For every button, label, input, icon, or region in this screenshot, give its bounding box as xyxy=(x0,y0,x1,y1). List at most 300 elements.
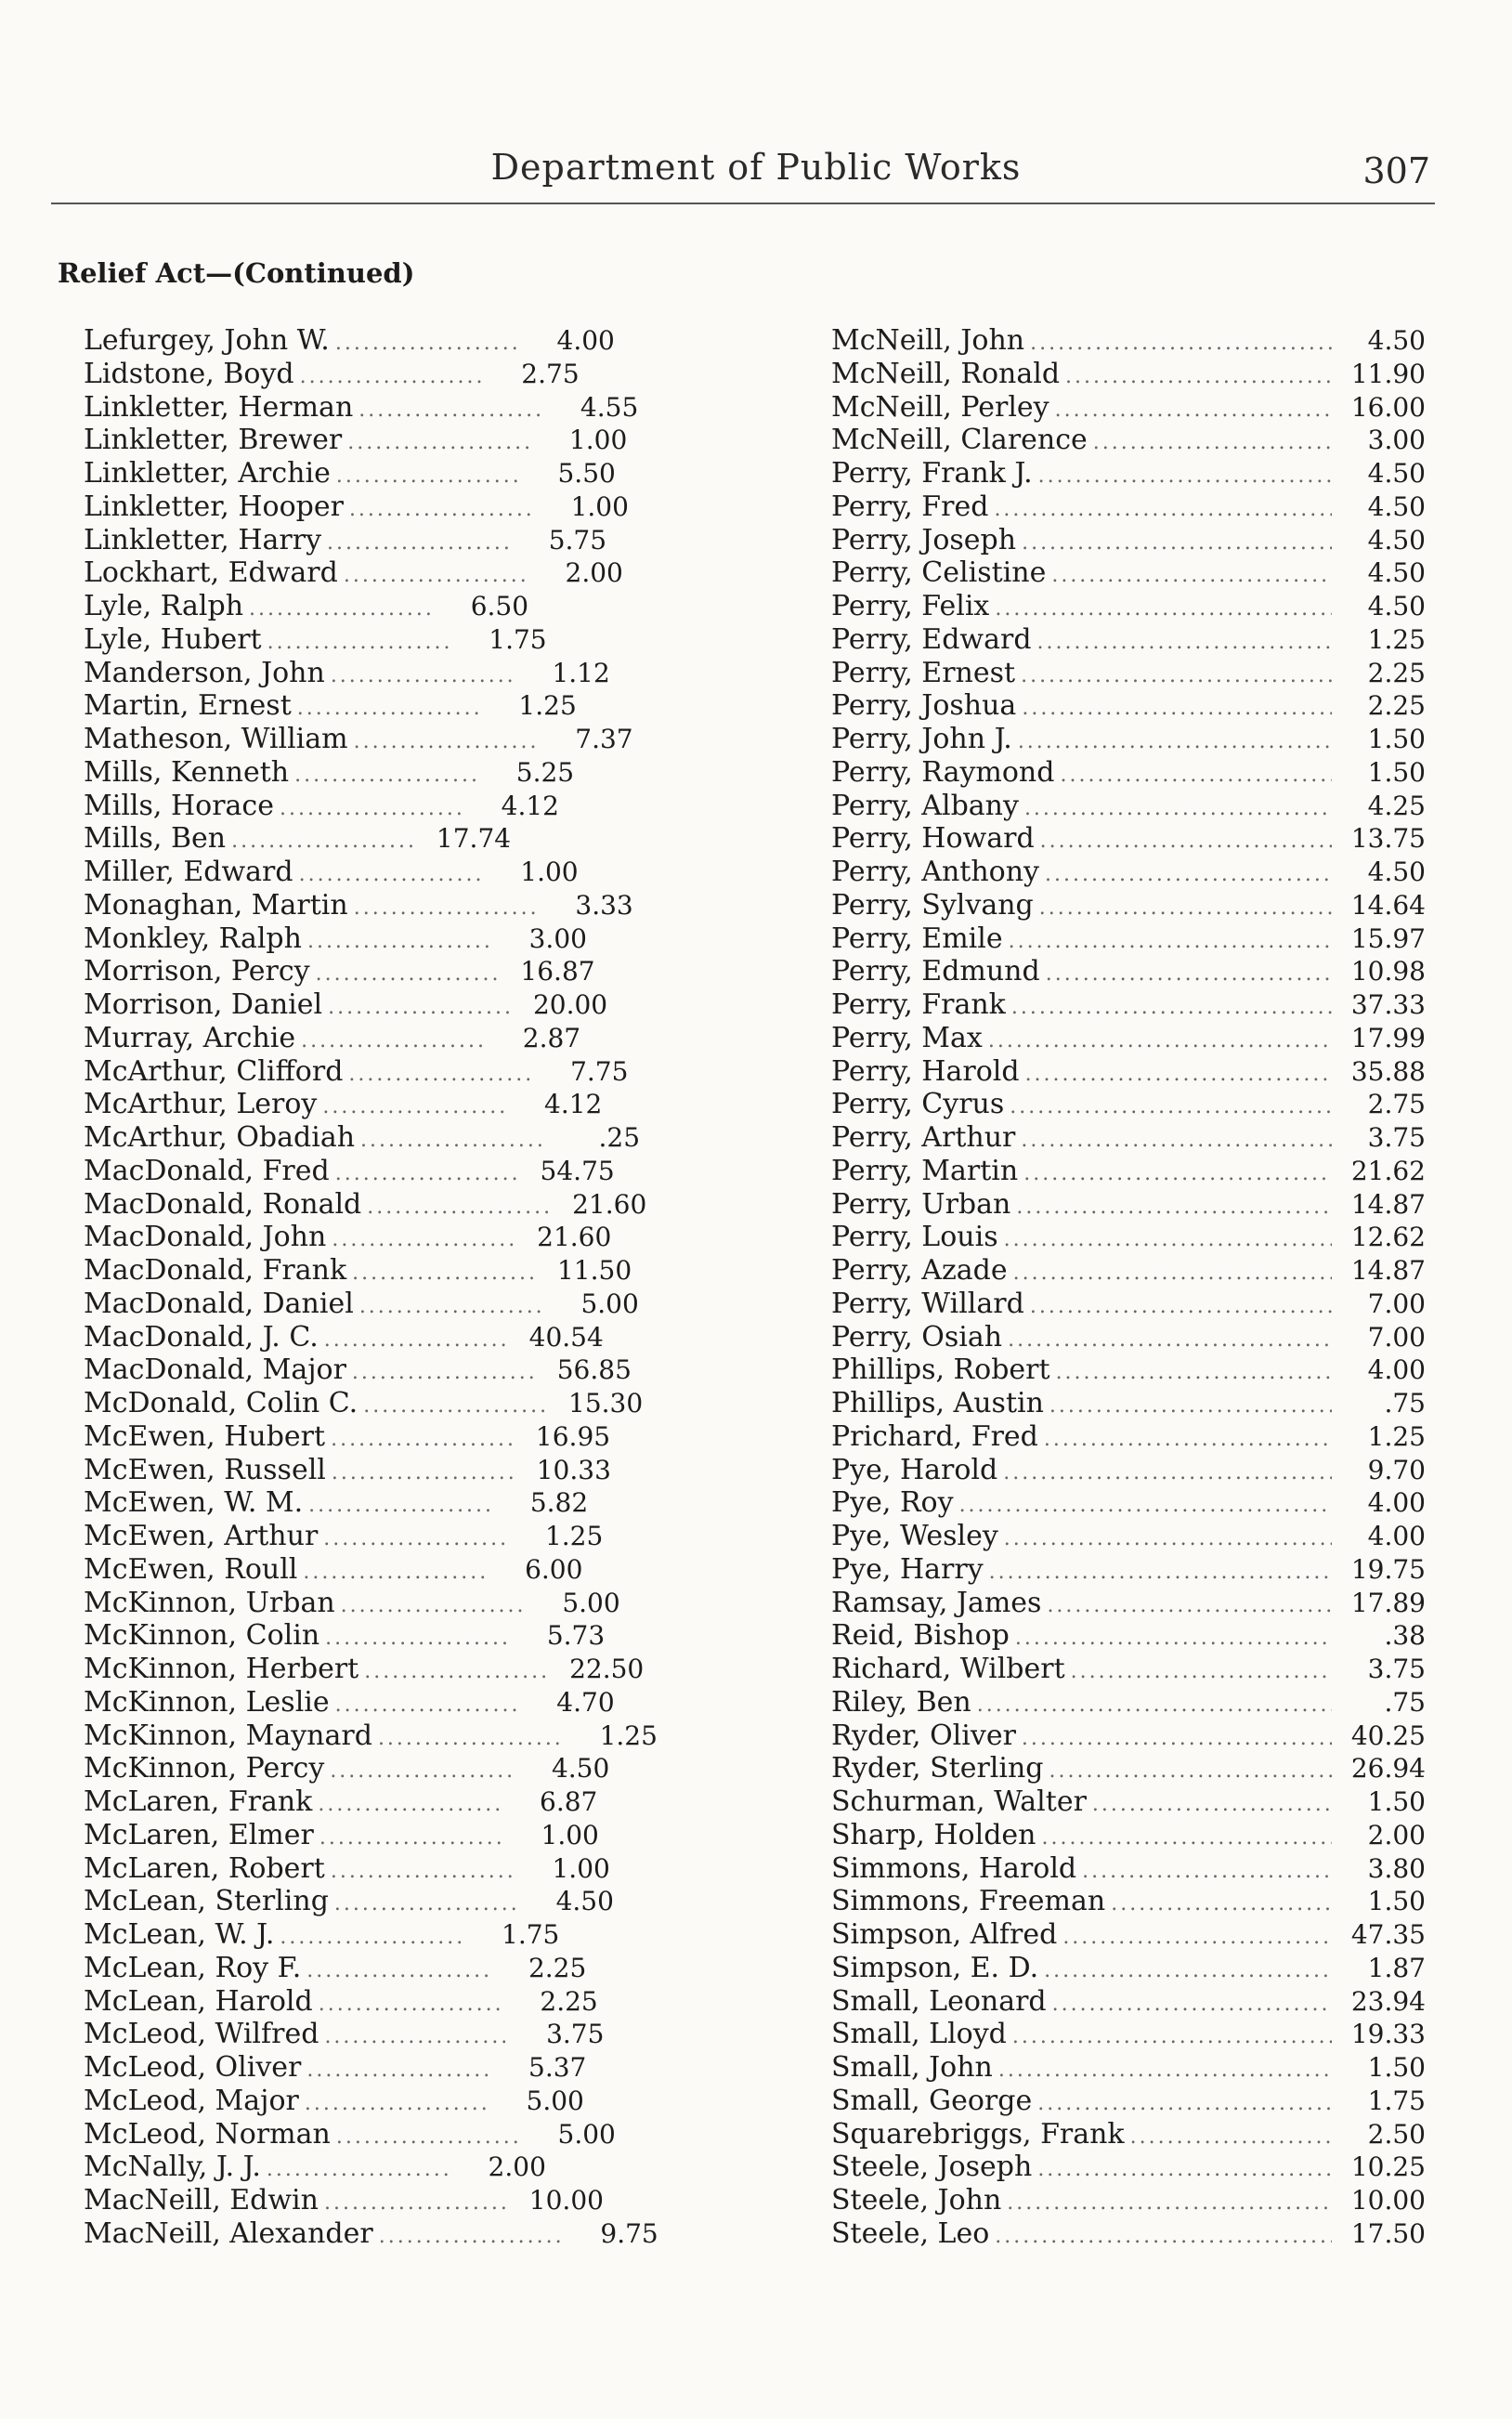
list-item xyxy=(831,889,1426,922)
payment-amount: 2.25 xyxy=(528,1952,587,1983)
payment-amount: 3.75 xyxy=(546,2019,605,2050)
payment-amount: 14.87 xyxy=(1350,1188,1426,1220)
payment-amount: 1.75 xyxy=(489,623,547,655)
payment-amount: 10.33 xyxy=(536,1454,611,1485)
payee-name: Pye, Wesley xyxy=(831,1520,998,1552)
list-item xyxy=(84,1155,678,1188)
payment-amount: 1.75 xyxy=(1367,2085,1426,2116)
dot-leader xyxy=(336,460,522,493)
payee-name: Mills, Kenneth xyxy=(84,755,290,789)
payment-amount: 1.25 xyxy=(1367,1420,1426,1452)
payment-amount: 10.00 xyxy=(1350,2185,1426,2216)
payee-name: Sharp, Holden xyxy=(831,1818,1036,1851)
payee-name: Perry, Anthony xyxy=(831,856,1040,888)
payment-amount: 6.00 xyxy=(525,1553,583,1585)
payee-name: Small, George xyxy=(831,2084,1033,2117)
payment-amount: 2.00 xyxy=(1367,1819,1426,1850)
payment-amount: 21.60 xyxy=(537,1222,612,1253)
payment-amount: 5.37 xyxy=(528,2052,587,2083)
payment-amount: 5.00 xyxy=(526,2085,584,2116)
dot-leader xyxy=(301,1025,487,1058)
list-item xyxy=(831,689,1426,723)
list-item xyxy=(831,657,1426,690)
dot-leader xyxy=(1039,892,1332,925)
payee-name: Pye, Harold xyxy=(831,1453,998,1486)
payee-name: McLeod, Major xyxy=(84,2084,299,2117)
list-item xyxy=(84,1387,678,1420)
dot-leader xyxy=(331,660,516,693)
payee-name: Monkley, Ralph xyxy=(84,922,302,955)
dot-leader xyxy=(300,360,486,394)
dot-leader xyxy=(297,692,483,726)
payment-amount: .75 xyxy=(1384,1388,1426,1419)
list-item xyxy=(831,1686,1426,1719)
dot-leader xyxy=(364,1655,550,1689)
list-item xyxy=(831,2118,1426,2151)
list-item xyxy=(831,358,1426,391)
payee-name: Perry, Celistine xyxy=(831,556,1047,590)
payment-amount: 16.00 xyxy=(1350,391,1426,423)
dot-leader xyxy=(1052,1988,1332,2021)
dot-leader xyxy=(1044,1955,1332,1988)
list-item xyxy=(84,1221,678,1254)
list-item xyxy=(831,1985,1426,2019)
payee-name: McNeill, Ronald xyxy=(831,357,1061,390)
payee-name: MacDonald, Fred xyxy=(84,1154,330,1187)
dot-leader xyxy=(332,1457,517,1490)
list-item xyxy=(84,1653,678,1686)
list-item xyxy=(84,657,678,690)
list-item xyxy=(84,955,678,988)
list-item xyxy=(84,556,678,590)
payment-amount: 6.50 xyxy=(470,591,529,621)
list-item xyxy=(84,1420,678,1454)
dot-leader xyxy=(959,1489,1332,1523)
payment-amount: 4.55 xyxy=(580,391,639,423)
payee-name: Perry, Azade xyxy=(831,1254,1008,1287)
payment-amount: 6.87 xyxy=(540,1786,598,1817)
list-item xyxy=(84,1587,678,1620)
dot-leader xyxy=(306,2054,492,2087)
payee-name: Small, John xyxy=(831,2051,993,2084)
payee-name: Perry, Ernest xyxy=(831,656,1016,689)
payee-name: Perry, Max xyxy=(831,1021,983,1054)
dot-leader xyxy=(1021,1124,1332,1157)
payment-amount: 11.90 xyxy=(1350,358,1426,389)
list-item xyxy=(84,1121,678,1155)
payee-name: Perry, Martin xyxy=(831,1154,1019,1187)
list-item xyxy=(831,756,1426,790)
dot-leader xyxy=(1023,1157,1332,1191)
payment-amount: 5.50 xyxy=(557,458,616,489)
payment-amount: 3.00 xyxy=(528,922,587,954)
payee-name: Perry, Urban xyxy=(831,1187,1011,1221)
payee-name: Perry, Edmund xyxy=(831,955,1040,988)
payee-name: Pye, Roy xyxy=(831,1486,954,1520)
payee-name: Simmons, Freeman xyxy=(831,1885,1106,1918)
dot-leader xyxy=(305,2087,490,2121)
payment-amount: 56.85 xyxy=(556,1354,632,1386)
list-item xyxy=(84,1520,678,1553)
section-heading: Relief Act—(Continued) xyxy=(58,257,415,289)
dot-leader xyxy=(335,1157,521,1191)
payee-name: Perry, Edward xyxy=(831,622,1032,656)
list-item xyxy=(831,1188,1426,1222)
list-item xyxy=(831,1918,1426,1952)
payee-name: McLaren, Elmer xyxy=(84,1818,314,1851)
payee-name: Linkletter, Harry xyxy=(84,523,322,556)
payee-name: Perry, Howard xyxy=(831,822,1035,856)
list-item xyxy=(84,1852,678,1886)
payee-name: Perry, Louis xyxy=(831,1221,998,1254)
payee-name: Linkletter, Brewer xyxy=(84,424,343,457)
dot-leader xyxy=(1011,991,1332,1025)
list-item xyxy=(831,1420,1426,1454)
list-item xyxy=(831,1619,1426,1653)
payment-amount: 4.50 xyxy=(551,1753,610,1785)
payment-amount: .38 xyxy=(1384,1620,1426,1652)
dot-leader xyxy=(1037,2153,1332,2187)
payment-amount: 4.12 xyxy=(544,1089,603,1120)
dot-leader xyxy=(327,527,513,560)
payment-amount: 12.62 xyxy=(1350,1222,1426,1253)
dot-leader xyxy=(330,1755,515,1788)
dot-leader xyxy=(989,1556,1332,1589)
list-item xyxy=(831,1885,1426,1918)
payee-name: Prichard, Fred xyxy=(831,1419,1038,1453)
payment-amount: 1.12 xyxy=(552,657,610,688)
payment-amount: .25 xyxy=(598,1122,641,1153)
payment-amount: 7.37 xyxy=(575,724,633,754)
list-item xyxy=(831,457,1426,490)
list-item xyxy=(84,1619,678,1653)
dot-leader xyxy=(988,1025,1332,1058)
payment-amount: 26.94 xyxy=(1350,1753,1426,1785)
dot-leader xyxy=(307,925,493,959)
dot-leader xyxy=(349,493,535,527)
dot-leader xyxy=(1004,1223,1332,1257)
payment-amount: 2.00 xyxy=(565,557,623,589)
payee-name: Small, Leonard xyxy=(831,1984,1047,2018)
payee-name: McLean, Harold xyxy=(84,1984,313,2018)
payment-amount: 10.25 xyxy=(1350,2151,1426,2183)
list-item xyxy=(831,1486,1426,1520)
payment-amount: 4.50 xyxy=(1367,524,1426,556)
payment-amount: 22.50 xyxy=(569,1654,645,1684)
list-item xyxy=(84,391,678,425)
payment-amount: 4.70 xyxy=(556,1686,615,1718)
dot-leader xyxy=(1062,1921,1332,1955)
payee-name: Perry, Harold xyxy=(831,1054,1020,1088)
dot-leader xyxy=(354,726,540,759)
list-item xyxy=(84,1022,678,1055)
dot-leader xyxy=(1015,1622,1332,1655)
payment-amount: 5.00 xyxy=(580,1288,639,1319)
dot-leader xyxy=(335,1689,521,1722)
payment-amount: 10.98 xyxy=(1350,956,1426,987)
list-item xyxy=(831,1653,1426,1686)
payee-name: Simpson, E. D. xyxy=(831,1951,1039,1984)
list-item xyxy=(84,889,678,922)
payee-name: MacDonald, Frank xyxy=(84,1254,347,1287)
payment-amount: 17.89 xyxy=(1350,1587,1426,1618)
dot-leader xyxy=(231,825,417,858)
list-item xyxy=(84,424,678,457)
payee-name: Linkletter, Herman xyxy=(84,390,354,424)
list-item xyxy=(84,1486,678,1520)
payment-amount: 5.00 xyxy=(562,1587,620,1618)
dot-leader xyxy=(1037,626,1332,660)
list-item xyxy=(831,856,1426,889)
payment-amount: 37.33 xyxy=(1350,989,1426,1020)
payment-amount: 19.75 xyxy=(1350,1553,1426,1585)
payee-name: Perry, Albany xyxy=(831,789,1019,822)
payment-amount: 3.80 xyxy=(1367,1852,1426,1884)
payee-name: Perry, Sylvang xyxy=(831,888,1034,922)
dot-leader xyxy=(1025,1058,1332,1092)
list-item xyxy=(831,723,1426,756)
payment-amount: 3.33 xyxy=(575,889,633,921)
list-item xyxy=(831,1022,1426,1055)
dot-leader xyxy=(1037,2087,1332,2121)
payment-amount: 15.97 xyxy=(1350,922,1426,954)
payee-name: Perry, Osiah xyxy=(831,1320,1003,1353)
dot-leader xyxy=(1049,1390,1332,1423)
payment-amount: 15.30 xyxy=(568,1388,644,1419)
list-item xyxy=(84,358,678,391)
payee-name: Murray, Archie xyxy=(84,1021,296,1054)
dot-leader xyxy=(1022,692,1332,726)
list-item xyxy=(831,988,1426,1022)
dot-leader xyxy=(1003,1457,1332,1490)
list-item xyxy=(84,1719,678,1753)
payment-amount: 4.50 xyxy=(555,1886,614,1917)
payee-name: Linkletter, Hooper xyxy=(84,490,344,523)
payee-name: MacDonald, Daniel xyxy=(84,1287,354,1320)
list-item xyxy=(831,2151,1426,2184)
payment-amount: 23.94 xyxy=(1350,1985,1426,2017)
payment-amount: 1.50 xyxy=(1367,724,1426,754)
dot-leader xyxy=(347,426,533,460)
list-item xyxy=(84,1353,678,1387)
list-item xyxy=(84,1952,678,1985)
dot-leader xyxy=(352,1257,538,1290)
payment-amount: 2.75 xyxy=(1367,1089,1426,1120)
payee-name: Steele, Joseph xyxy=(831,2151,1033,2184)
list-item xyxy=(831,1121,1426,1155)
payee-name: Manderson, John xyxy=(84,656,325,689)
list-item xyxy=(831,424,1426,457)
dot-leader xyxy=(325,1622,511,1655)
payee-name: McEwen, Arthur xyxy=(84,1520,319,1552)
list-item xyxy=(84,1985,678,2019)
payment-amount: 4.00 xyxy=(1367,1521,1426,1551)
dot-leader xyxy=(1030,327,1332,360)
payee-name: McEwen, Russell xyxy=(84,1453,326,1486)
payee-name: Martin, Ernest xyxy=(84,689,292,723)
list-item xyxy=(84,1454,678,1487)
payment-amount: 40.54 xyxy=(528,1321,604,1353)
list-item xyxy=(831,922,1426,956)
payment-amount: 10.00 xyxy=(528,2185,604,2216)
payee-name: McLeod, Oliver xyxy=(84,2051,302,2084)
dot-leader xyxy=(1047,1589,1332,1623)
list-item xyxy=(84,790,678,823)
dot-leader xyxy=(335,327,521,360)
payment-amount: 16.87 xyxy=(520,956,595,987)
payee-name: Perry, Frank J. xyxy=(831,457,1033,490)
payee-name: McEwen, Hubert xyxy=(84,1419,326,1453)
list-item xyxy=(831,324,1426,358)
list-item xyxy=(831,2085,1426,2118)
payee-name: Perry, Felix xyxy=(831,590,990,622)
dot-leader xyxy=(1030,1290,1332,1324)
payment-amount: 1.00 xyxy=(568,425,628,456)
payment-amount: 40.25 xyxy=(1350,1719,1426,1751)
payment-amount: 16.95 xyxy=(535,1420,611,1452)
payment-amount: 1.25 xyxy=(544,1521,604,1551)
list-item xyxy=(84,2184,678,2217)
payment-amount: 4.50 xyxy=(1367,591,1426,621)
payee-name: McLean, Roy F. xyxy=(84,1951,302,1984)
list-item xyxy=(84,856,678,889)
payment-amount: 3.75 xyxy=(1367,1122,1426,1153)
list-item xyxy=(84,1321,678,1354)
list-item xyxy=(84,2051,678,2085)
payment-amount: 4.00 xyxy=(556,325,615,356)
payment-amount: 11.50 xyxy=(556,1255,632,1286)
list-item xyxy=(831,1387,1426,1420)
payee-name: Riley, Ben xyxy=(831,1685,971,1719)
list-item xyxy=(84,2085,678,2118)
dot-leader xyxy=(1012,2020,1332,2054)
list-item xyxy=(84,623,678,657)
dot-leader xyxy=(280,1921,465,1955)
dot-leader xyxy=(363,1390,549,1423)
dot-leader xyxy=(299,858,485,892)
list-item xyxy=(84,1918,678,1952)
dot-leader xyxy=(328,991,514,1025)
payment-amount: 2.75 xyxy=(521,358,580,389)
dot-leader xyxy=(1013,1257,1332,1290)
payee-name: McLeod, Norman xyxy=(84,2117,331,2151)
payment-amount: 4.12 xyxy=(501,790,559,821)
list-item xyxy=(84,1686,678,1719)
payment-amount: 2.50 xyxy=(1367,2118,1426,2150)
dot-leader xyxy=(1055,394,1332,427)
list-item xyxy=(831,1321,1426,1354)
payee-name: McArthur, Leroy xyxy=(84,1088,318,1121)
list-item xyxy=(84,689,678,723)
dot-leader xyxy=(332,1223,517,1257)
dot-leader xyxy=(306,1955,492,1988)
list-item xyxy=(831,1088,1426,1121)
list-item xyxy=(84,457,678,490)
dot-leader xyxy=(331,1423,516,1457)
payment-amount: 47.35 xyxy=(1350,1919,1426,1950)
list-item xyxy=(831,490,1426,524)
payee-name: MacDonald, John xyxy=(84,1221,327,1254)
payee-name: Perry, Joseph xyxy=(831,523,1017,556)
dot-leader xyxy=(360,1124,546,1157)
payment-amount: .75 xyxy=(1384,1686,1426,1718)
dot-leader xyxy=(367,1191,553,1224)
dot-leader xyxy=(318,1788,503,1822)
payee-name: MacDonald, Ronald xyxy=(84,1187,362,1221)
list-item xyxy=(84,822,678,856)
payee-name: Reid, Bishop xyxy=(831,1619,1010,1653)
payment-amount: 2.87 xyxy=(522,1022,581,1053)
dot-leader xyxy=(322,1091,508,1124)
payee-name: Mills, Horace xyxy=(84,789,274,822)
payee-name: McLean, Sterling xyxy=(84,1885,329,1918)
dot-leader xyxy=(1045,858,1332,892)
payment-amount: 4.25 xyxy=(1367,790,1426,821)
payee-name: McKinnon, Leslie xyxy=(84,1685,330,1719)
payee-name: Lidstone, Boyd xyxy=(84,357,294,390)
list-item xyxy=(831,1553,1426,1587)
list-item xyxy=(831,524,1426,557)
payment-amount: 7.00 xyxy=(1367,1321,1426,1353)
payee-name: Perry, John J. xyxy=(831,723,1012,755)
dot-leader xyxy=(1008,1324,1332,1357)
dot-leader xyxy=(1093,426,1332,460)
payment-amount: 4.50 xyxy=(1367,490,1426,522)
payee-name: McLaren, Frank xyxy=(84,1785,313,1818)
payment-amount: 14.64 xyxy=(1350,889,1426,921)
dot-leader xyxy=(334,1888,520,1921)
list-item xyxy=(84,922,678,956)
dot-leader xyxy=(1016,1191,1332,1224)
payment-amount: 5.00 xyxy=(557,2118,616,2150)
payee-name: McKinnon, Colin xyxy=(84,1619,320,1653)
list-item xyxy=(831,1719,1426,1753)
payment-amount: 5.73 xyxy=(546,1620,606,1652)
payee-name: McKinnon, Urban xyxy=(84,1586,335,1619)
dot-leader xyxy=(1024,792,1332,826)
payee-name: McNeill, John xyxy=(831,324,1025,357)
dot-leader xyxy=(336,2121,522,2154)
dot-leader xyxy=(1038,460,1332,493)
dot-leader xyxy=(1060,759,1332,792)
list-item xyxy=(84,1785,678,1819)
payment-amount: 1.00 xyxy=(520,856,579,887)
payee-name: Lefurgey, John W. xyxy=(84,324,330,357)
list-item xyxy=(831,790,1426,823)
list-item xyxy=(831,1520,1426,1553)
payee-name: McKinnon, Percy xyxy=(84,1752,325,1785)
payment-amount: 1.50 xyxy=(1367,1786,1426,1817)
payee-name: Steele, Leo xyxy=(831,2216,990,2250)
payee-name: McArthur, Obadiah xyxy=(84,1121,356,1154)
list-item xyxy=(84,1819,678,1852)
list-item xyxy=(831,1952,1426,1985)
payee-name: Simpson, Alfred xyxy=(831,1918,1058,1951)
list-item xyxy=(831,1587,1426,1620)
payee-name: McKinnon, Herbert xyxy=(84,1653,359,1685)
dot-leader xyxy=(319,1988,504,2021)
running-title: Department of Public Works xyxy=(490,147,1022,188)
payee-name: Morrison, Percy xyxy=(84,955,310,988)
payment-amount: 3.75 xyxy=(1367,1654,1426,1684)
dot-leader xyxy=(1009,925,1332,959)
list-item xyxy=(84,490,678,524)
dot-leader xyxy=(977,1689,1332,1722)
payee-name: Small, Lloyd xyxy=(831,2018,1007,2051)
dot-leader xyxy=(1071,1655,1332,1689)
payment-amount: 20.00 xyxy=(532,989,608,1020)
payment-amount: 4.00 xyxy=(1367,1354,1426,1386)
